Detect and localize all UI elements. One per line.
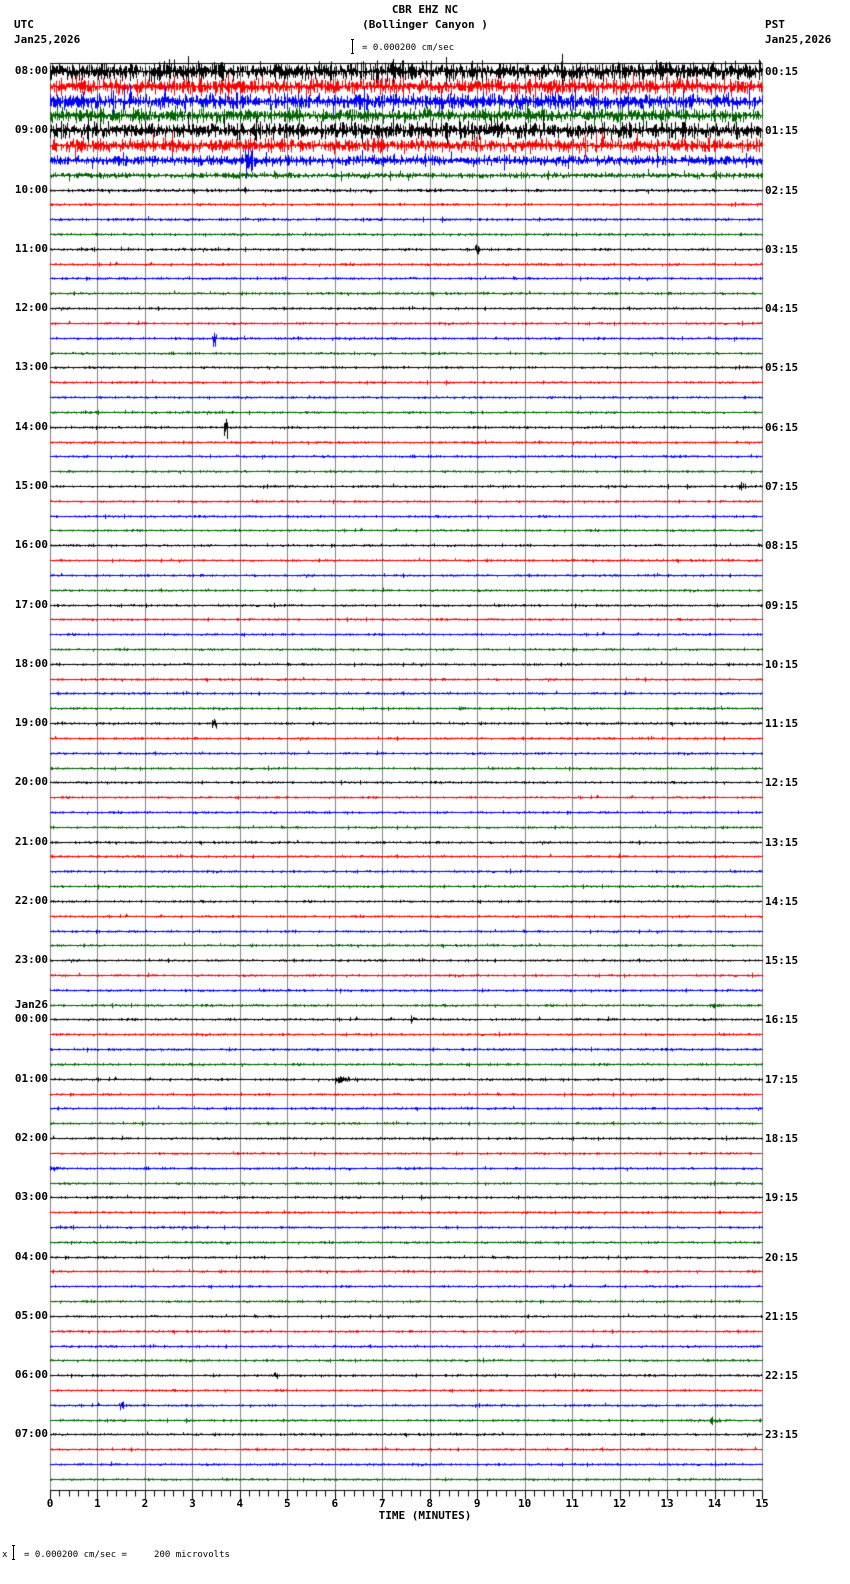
footer-scale-note: = 0.000200 cm/sec = 200 microvolts [24, 1550, 230, 1560]
pst-hour-label: 09:15 [765, 598, 799, 612]
scale-bar-icon [351, 39, 354, 54]
pst-hour-label: 15:15 [765, 954, 799, 968]
pst-hour-label: 04:15 [765, 302, 799, 316]
pst-hour-label: 05:15 [765, 361, 799, 375]
right-timezone: PST [765, 18, 785, 31]
pst-hour-label: 22:15 [765, 1369, 799, 1383]
utc-hour-label: 21:00 [14, 834, 48, 848]
pst-hour-label: 19:15 [765, 1191, 799, 1205]
pst-hour-label: 17:15 [765, 1072, 799, 1086]
pst-hour-label: 00:15 [765, 65, 799, 78]
utc-hour-label: 19:00 [14, 716, 48, 730]
utc-hour-label: 07:00 [14, 1427, 48, 1441]
utc-hour-label: 00:00 [14, 1012, 48, 1026]
pst-hour-label: 06:15 [765, 420, 799, 434]
pst-hour-label: 11:15 [765, 717, 799, 731]
x-tick-label: 8 [426, 1497, 434, 1510]
scale-label: = 0.000200 cm/sec [362, 43, 455, 53]
utc-hour-label: 03:00 [14, 1190, 48, 1204]
utc-hour-label: 01:00 [14, 1071, 48, 1085]
x-tick-label: 2 [141, 1497, 149, 1510]
footer-scale-prefix: x [2, 1550, 8, 1560]
left-timezone: UTC [14, 18, 34, 31]
utc-hour-label: 08:00 [14, 64, 48, 77]
x-tick-label: 15 [755, 1497, 769, 1510]
utc-hour-label: 05:00 [14, 1308, 48, 1322]
utc-hour-label: 04:00 [14, 1249, 48, 1263]
utc-hour-label: 10:00 [14, 182, 48, 196]
pst-hour-label: 10:15 [765, 657, 799, 671]
x-tick-label: 14 [707, 1497, 722, 1510]
utc-hour-label: 17:00 [14, 597, 48, 611]
x-tick-label: 13 [660, 1497, 674, 1510]
utc-hour-label: 22:00 [14, 893, 48, 907]
x-axis-label: TIME (MINUTES) [378, 1509, 472, 1522]
x-tick-label: 10 [518, 1497, 532, 1510]
x-tick-label: 0 [46, 1497, 54, 1510]
pst-hour-label: 14:15 [765, 894, 799, 908]
utc-hour-label: 02:00 [14, 1131, 48, 1145]
utc-hour-label: 06:00 [14, 1368, 48, 1382]
x-tick-label: 9 [473, 1497, 481, 1510]
utc-hour-label: 23:00 [14, 953, 48, 967]
left-date: Jan25,2026 [14, 33, 81, 46]
x-tick-label: 11 [565, 1497, 579, 1510]
pst-hour-label: 07:15 [765, 479, 799, 493]
utc-hour-label: 12:00 [14, 301, 48, 315]
utc-hour-label: 15:00 [14, 478, 48, 492]
utc-hour-label: 14:00 [14, 419, 48, 433]
pst-hour-label: 13:15 [765, 835, 799, 849]
utc-hour-label: 09:00 [14, 123, 48, 137]
x-tick-label: 3 [189, 1497, 196, 1510]
pst-hour-label: 12:15 [765, 776, 799, 790]
station-title: CBR EHZ NC [391, 3, 459, 16]
pst-hour-label: 01:15 [765, 124, 799, 138]
pst-hour-label: 20:15 [765, 1250, 799, 1264]
x-tick-label: 12 [612, 1497, 627, 1510]
x-tick-label: 4 [236, 1497, 244, 1510]
pst-hour-label: 03:15 [765, 242, 799, 256]
pst-hour-label: 18:15 [765, 1132, 799, 1146]
pst-hour-label: 23:15 [765, 1428, 799, 1442]
site-title: (Bollinger Canyon ) [362, 18, 488, 31]
pst-hour-label: 21:15 [765, 1309, 799, 1323]
utc-hour-label: 18:00 [14, 656, 48, 670]
x-tick-label: 5 [284, 1497, 291, 1510]
pst-hour-label: 16:15 [765, 1013, 799, 1027]
x-tick-label: 7 [378, 1497, 386, 1510]
utc-hour-label: 11:00 [14, 241, 48, 255]
date-change-label: Jan26 [14, 997, 48, 1011]
utc-hour-label: 16:00 [14, 538, 48, 552]
right-date: Jan25,2026 [765, 33, 832, 46]
utc-hour-label: 13:00 [14, 360, 48, 374]
pst-hour-label: 02:15 [765, 183, 799, 197]
pst-hour-label: 08:15 [765, 539, 799, 553]
footer-scale-bar-icon [12, 1545, 15, 1560]
x-tick-label: 6 [331, 1497, 339, 1510]
x-tick-label: 1 [94, 1497, 101, 1510]
utc-hour-label: 20:00 [14, 775, 48, 789]
